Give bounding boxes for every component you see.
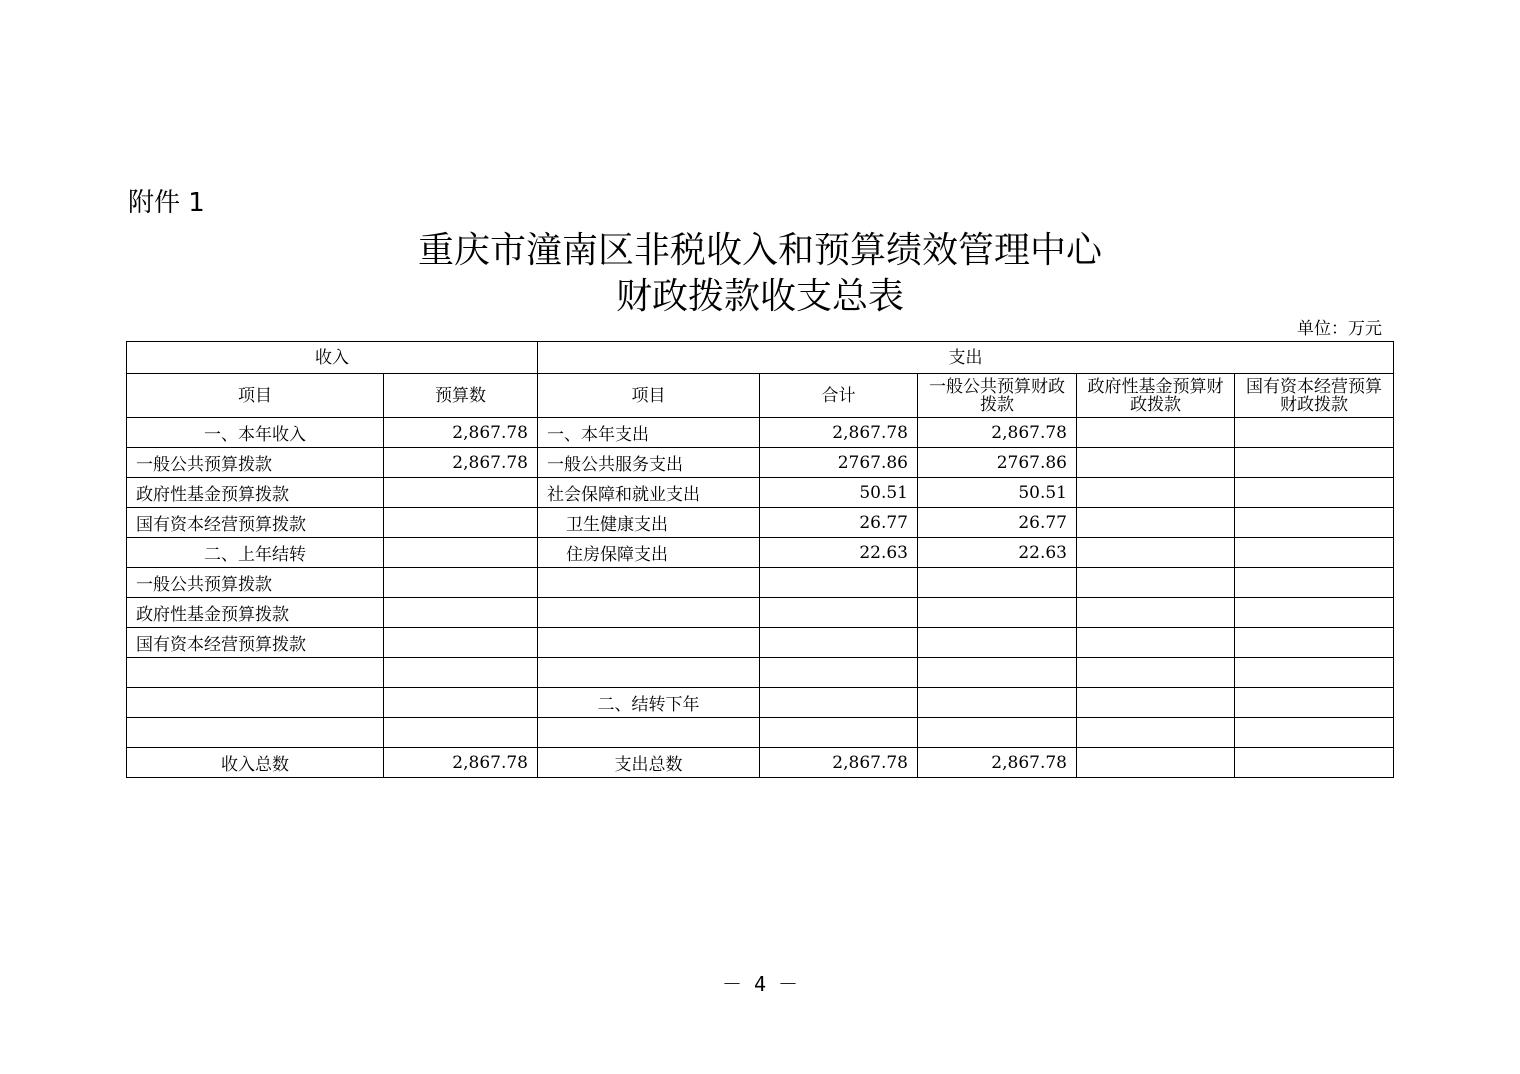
income-item-cell: [127, 658, 384, 688]
state-capital-cell: [1235, 628, 1394, 658]
general-budget-cell: 2,867.78: [918, 748, 1077, 778]
table-row: [127, 448, 1394, 478]
col-header-general-budget: 一般公共预算财政拨款: [918, 374, 1077, 418]
page-number: － 4 －: [721, 972, 799, 996]
gov-fund-cell: [1077, 538, 1235, 568]
state-capital-cell: [1235, 598, 1394, 628]
general-budget-cell: [918, 688, 1077, 718]
expense-item-cell: 卫生健康支出: [538, 508, 760, 538]
general-budget-cell: 2767.86: [918, 448, 1077, 478]
expense-item-cell: 住房保障支出: [538, 538, 760, 568]
expense-item-cell: 一般公共服务支出: [538, 448, 760, 478]
page-subtitle: 财政拨款收支总表: [615, 276, 904, 317]
gov-fund-cell: [1077, 598, 1235, 628]
gov-fund-cell: [1077, 718, 1235, 748]
income-item-cell: 二、上年结转: [127, 538, 384, 568]
table-row: [127, 538, 1394, 568]
total-cell: [760, 568, 918, 598]
gov-fund-cell: [1077, 478, 1235, 508]
table-row: [127, 418, 1394, 448]
gov-fund-cell: [1077, 448, 1235, 478]
state-capital-cell: [1235, 688, 1394, 718]
expense-item-cell: [538, 628, 760, 658]
expense-item-cell: [538, 568, 760, 598]
table-row: [127, 568, 1394, 598]
income-group-header: 收入: [127, 342, 538, 374]
income-budget-cell: 2,867.78: [384, 448, 538, 478]
income-budget-cell: 2,867.78: [384, 748, 538, 778]
general-budget-cell: [918, 718, 1077, 748]
income-budget-cell: [384, 598, 538, 628]
state-capital-cell: [1235, 568, 1394, 598]
gov-fund-cell: [1077, 418, 1235, 448]
general-budget-cell: [918, 598, 1077, 628]
general-budget-cell: 50.51: [918, 478, 1077, 508]
income-item-cell: 政府性基金预算拨款: [127, 598, 384, 628]
total-cell: [760, 628, 918, 658]
income-budget-cell: [384, 688, 538, 718]
unit-label: 单位：万元: [1297, 319, 1382, 339]
income-budget-cell: [384, 508, 538, 538]
table-row: [127, 508, 1394, 538]
table-row: [127, 748, 1394, 778]
total-cell: [760, 688, 918, 718]
gov-fund-cell: [1077, 628, 1235, 658]
state-capital-cell: [1235, 718, 1394, 748]
general-budget-cell: [918, 628, 1077, 658]
income-item-cell: [127, 688, 384, 718]
total-cell: 50.51: [760, 478, 918, 508]
expense-item-cell: 一、本年支出: [538, 418, 760, 448]
expense-item-cell: [538, 718, 760, 748]
income-budget-cell: [384, 538, 538, 568]
income-item-cell: 一般公共预算拨款: [127, 448, 384, 478]
col-header-income-budget: 预算数: [384, 374, 538, 418]
income-item-cell: 政府性基金预算拨款: [127, 478, 384, 508]
total-cell: 2767.86: [760, 448, 918, 478]
general-budget-cell: 26.77: [918, 508, 1077, 538]
col-header-income-item: 项目: [127, 374, 384, 418]
attachment-label: 附件 1: [128, 188, 205, 218]
gov-fund-cell: [1077, 748, 1235, 778]
state-capital-cell: [1235, 478, 1394, 508]
expense-item-cell: [538, 658, 760, 688]
col-header-state-capital: 国有资本经营预算财政拨款: [1235, 374, 1394, 418]
income-budget-cell: [384, 478, 538, 508]
income-budget-cell: [384, 718, 538, 748]
col-header-expense-item: 项目: [538, 374, 760, 418]
total-cell: 2,867.78: [760, 418, 918, 448]
expense-item-cell: 二、结转下年: [538, 688, 760, 718]
income-budget-cell: 2,867.78: [384, 418, 538, 448]
total-cell: [760, 658, 918, 688]
income-item-cell: 国有资本经营预算拨款: [127, 628, 384, 658]
state-capital-cell: [1235, 418, 1394, 448]
table-row: [127, 718, 1394, 748]
expense-item-cell: [538, 598, 760, 628]
income-item-cell: [127, 718, 384, 748]
col-header-gov-fund: 政府性基金预算财政拨款: [1077, 374, 1235, 418]
income-item-cell: 国有资本经营预算拨款: [127, 508, 384, 538]
state-capital-cell: [1235, 748, 1394, 778]
expense-item-cell: 社会保障和就业支出: [538, 478, 760, 508]
state-capital-cell: [1235, 658, 1394, 688]
table-row: [127, 688, 1394, 718]
gov-fund-cell: [1077, 568, 1235, 598]
table-row: [127, 478, 1394, 508]
total-cell: [760, 718, 918, 748]
col-header-total: 合计: [760, 374, 918, 418]
general-budget-cell: [918, 658, 1077, 688]
state-capital-cell: [1235, 508, 1394, 538]
state-capital-cell: [1235, 448, 1394, 478]
gov-fund-cell: [1077, 688, 1235, 718]
income-item-cell: 收入总数: [127, 748, 384, 778]
income-budget-cell: [384, 658, 538, 688]
total-cell: 26.77: [760, 508, 918, 538]
gov-fund-cell: [1077, 658, 1235, 688]
income-item-cell: 一、本年收入: [127, 418, 384, 448]
income-item-cell: 一般公共预算拨款: [127, 568, 384, 598]
general-budget-cell: 22.63: [918, 538, 1077, 568]
total-cell: 22.63: [760, 538, 918, 568]
total-cell: [760, 598, 918, 628]
table-row: [127, 658, 1394, 688]
page-title: 重庆市潼南区非税收入和预算绩效管理中心: [417, 230, 1102, 271]
total-cell: 2,867.78: [760, 748, 918, 778]
state-capital-cell: [1235, 538, 1394, 568]
table-row: [127, 628, 1394, 658]
income-budget-cell: [384, 568, 538, 598]
expense-item-cell: 支出总数: [538, 748, 760, 778]
table-row: [127, 598, 1394, 628]
gov-fund-cell: [1077, 508, 1235, 538]
general-budget-cell: 2,867.78: [918, 418, 1077, 448]
expense-group-header: 支出: [538, 342, 1394, 374]
general-budget-cell: [918, 568, 1077, 598]
budget-table: [126, 341, 1394, 778]
income-budget-cell: [384, 628, 538, 658]
